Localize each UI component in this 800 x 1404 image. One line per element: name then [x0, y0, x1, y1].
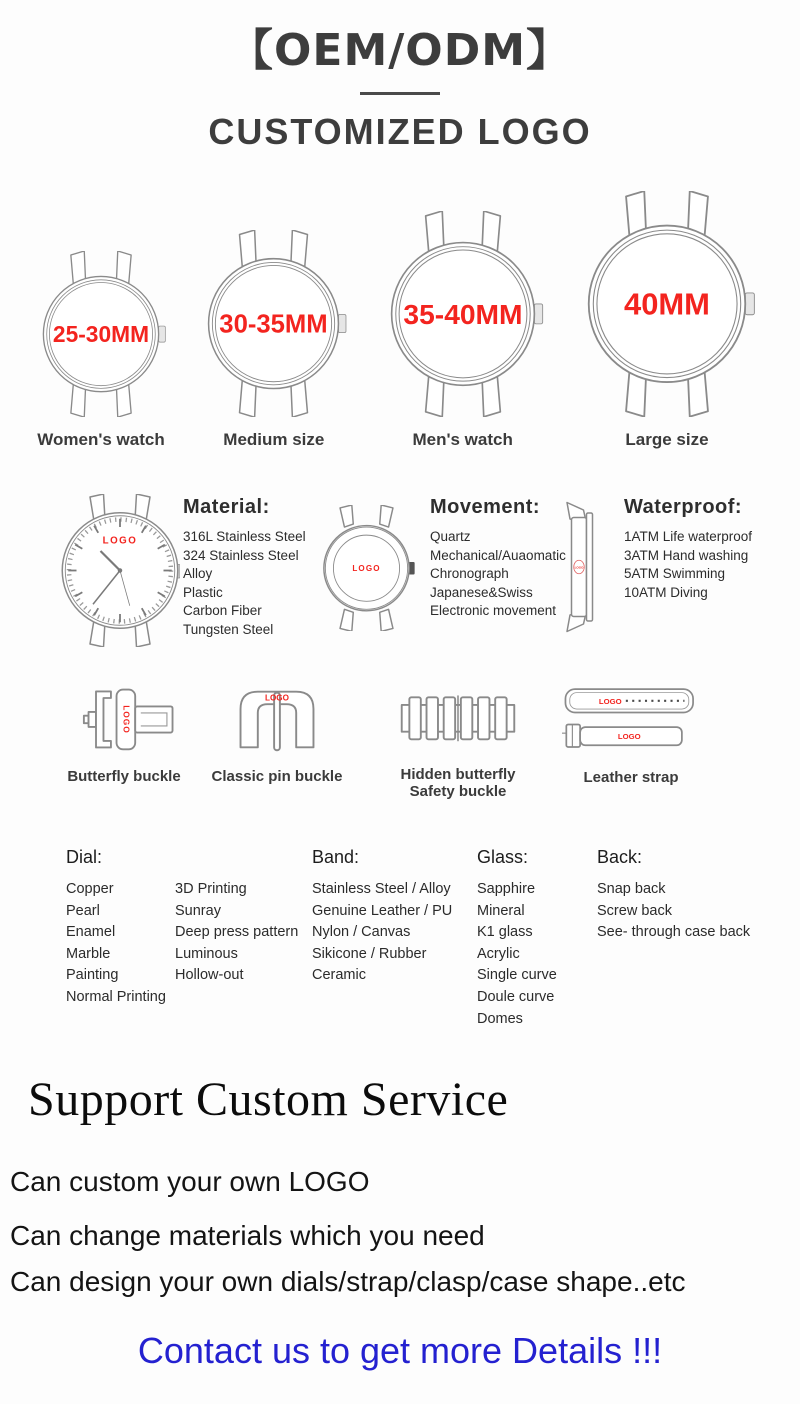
butterfly-buckle-icon: [68, 684, 180, 755]
crown-icon: [745, 293, 754, 315]
back-heading: Back:: [597, 847, 643, 867]
waterproof-item: 10ATM Diving: [624, 584, 708, 600]
material-item: Alloy: [183, 566, 213, 582]
glass-item: Doule curve: [477, 988, 555, 1005]
band-options-column: [312, 847, 452, 987]
dial-item: Normal Printing: [66, 988, 166, 1005]
contact-us-text: Contact us to get more Details !!!: [137, 1330, 663, 1371]
buckle-label-line2: Safety buckle: [409, 782, 507, 800]
page-subtitle: CUSTOMIZED LOGO: [208, 111, 592, 152]
logo-placeholder-text: LOGO: [574, 565, 584, 570]
dial-item: Sunray: [175, 902, 221, 919]
watch-size-figure-medium: [198, 230, 349, 450]
dial-item: Luminous: [175, 945, 238, 962]
dial-list-col1: [66, 879, 175, 1009]
size-text: 40MM: [624, 287, 710, 323]
movement-list: [430, 528, 566, 621]
watch-dial-icon: [60, 494, 180, 647]
back-options-column: [597, 847, 750, 944]
back-item: Snap back: [597, 881, 666, 897]
material-item: Carbon Fiber: [183, 603, 262, 619]
band-item: Nylon / Canvas: [312, 924, 411, 941]
band-item: Sikicone / Rubber: [312, 945, 427, 962]
bracelet-links-icon: [396, 684, 520, 753]
dial-item: Painting: [66, 967, 119, 984]
movement-section: [430, 496, 566, 621]
size-label: Large size: [625, 430, 709, 449]
leather-strap-icon: [562, 684, 700, 756]
dial-item: Enamel: [66, 924, 116, 941]
page-header: [0, 14, 800, 153]
logo-placeholder-text: LOGO: [352, 564, 381, 574]
material-list: [183, 528, 306, 640]
movement-item: Chronograph: [430, 566, 509, 582]
glass-list: [477, 879, 557, 1030]
glass-item: Domes: [477, 1010, 523, 1027]
size-text: 35-40MM: [403, 298, 523, 331]
movement-item: Mechanical/Auaomatic: [430, 547, 566, 563]
dial-item: 3D Printing: [175, 881, 247, 897]
band-item: Ceramic: [312, 967, 366, 984]
dial-item: Marble: [66, 945, 111, 962]
glass-item: Mineral: [477, 902, 525, 919]
material-item: Plastic: [183, 584, 223, 600]
size-text: 30-35MM: [219, 310, 329, 339]
logo-placeholder-text: LOGO: [121, 705, 132, 734]
band-item: Genuine Leather / PU: [312, 902, 453, 919]
band-list: [312, 879, 452, 987]
waterproof-list: [624, 528, 752, 602]
glass-item: K1 glass: [477, 924, 533, 941]
watch-case-icon: [318, 505, 415, 631]
waterproof-section: [624, 496, 752, 602]
custom-service-title: Support Custom Service: [28, 1073, 509, 1126]
buckle-figure-pin: [208, 684, 346, 785]
glass-item: Single curve: [477, 967, 557, 984]
title-divider: [360, 92, 440, 95]
waterproof-item: 3ATM Hand washing: [624, 547, 749, 563]
material-item: 324 Stainless Steel: [183, 547, 299, 563]
logo-placeholder-text: LOGO: [265, 693, 289, 703]
movement-item: Japanese&Swiss: [430, 584, 533, 600]
dial-item: Deep press pattern: [175, 924, 299, 941]
watch-side-profile-icon: [561, 501, 600, 633]
dial-item: Copper: [66, 881, 114, 897]
logo-placeholder-text: LOGO: [102, 535, 138, 547]
waterproof-heading: Waterproof:: [624, 496, 743, 518]
back-item: See- through case back: [597, 924, 751, 941]
waterproof-item: 5ATM Swimming: [624, 566, 726, 582]
material-item: Tungsten Steel: [183, 621, 274, 637]
buckle-figure-hidden-butterfly: [388, 684, 528, 800]
glass-item: Sapphire: [477, 881, 536, 897]
buckle-label: Classic pin buckle: [211, 768, 343, 786]
movement-item: Quartz: [430, 529, 471, 544]
movement-item: Electronic movement: [430, 603, 557, 619]
logo-placeholder-text: LOGO: [598, 696, 622, 706]
watch-outline-icon: [198, 230, 349, 417]
back-item: Screw back: [597, 902, 672, 919]
buckle-label: Butterfly buckle: [67, 767, 181, 785]
page-title: 【OEM/ODM】: [228, 25, 572, 76]
back-list: [597, 879, 750, 944]
size-label: Medium size: [223, 430, 325, 449]
crown-icon: [409, 562, 414, 574]
watch-size-figure-mens: [380, 211, 546, 450]
watch-outline-icon: [380, 211, 546, 417]
watch-size-row: [34, 188, 758, 450]
movement-heading: Movement:: [430, 496, 541, 518]
logo-placeholder-text: LOGO: [617, 732, 641, 742]
size-label: Women's watch: [37, 430, 165, 449]
dial-item: Hollow-out: [175, 967, 244, 984]
dial-heading: Dial:: [66, 847, 103, 867]
waterproof-item: 1ATM Life waterproof: [624, 529, 753, 544]
watch-outline-icon: [34, 251, 168, 417]
glass-heading: Glass:: [477, 847, 529, 867]
watch-size-figure-womens: [34, 251, 168, 450]
crown-icon: [339, 314, 347, 332]
size-text: 25-30MM: [52, 320, 150, 347]
material-heading: Material:: [183, 496, 270, 518]
dial-options-column: [66, 847, 298, 1009]
band-item: Stainless Steel / Alloy: [312, 881, 451, 897]
pin-buckle-icon: [229, 684, 325, 755]
size-label: Men's watch: [412, 430, 513, 449]
glass-item: Acrylic: [477, 945, 520, 962]
custom-service-line: Can custom your own LOGO: [10, 1166, 370, 1197]
custom-service-line: Can change materials which you need: [10, 1220, 485, 1251]
custom-service-line: Can design your own dials/strap/clasp/case shape..etc: [10, 1266, 686, 1297]
crown-icon: [159, 326, 166, 342]
buckle-figure-butterfly: [58, 684, 190, 785]
watch-outline-icon: [576, 191, 758, 417]
crown-icon: [534, 304, 542, 324]
glass-options-column: [477, 847, 557, 1030]
buckle-figure-leather-strap: [556, 684, 706, 786]
material-section: [183, 496, 306, 640]
buckle-label: Leather strap: [583, 769, 679, 787]
watch-size-figure-large: [576, 191, 758, 450]
material-item: 316L Stainless Steel: [183, 529, 306, 544]
band-heading: Band:: [312, 847, 360, 867]
dial-list-col2: [175, 879, 298, 1009]
dial-item: Pearl: [66, 902, 100, 919]
buckle-label: Hidden butterfly: [400, 765, 516, 783]
